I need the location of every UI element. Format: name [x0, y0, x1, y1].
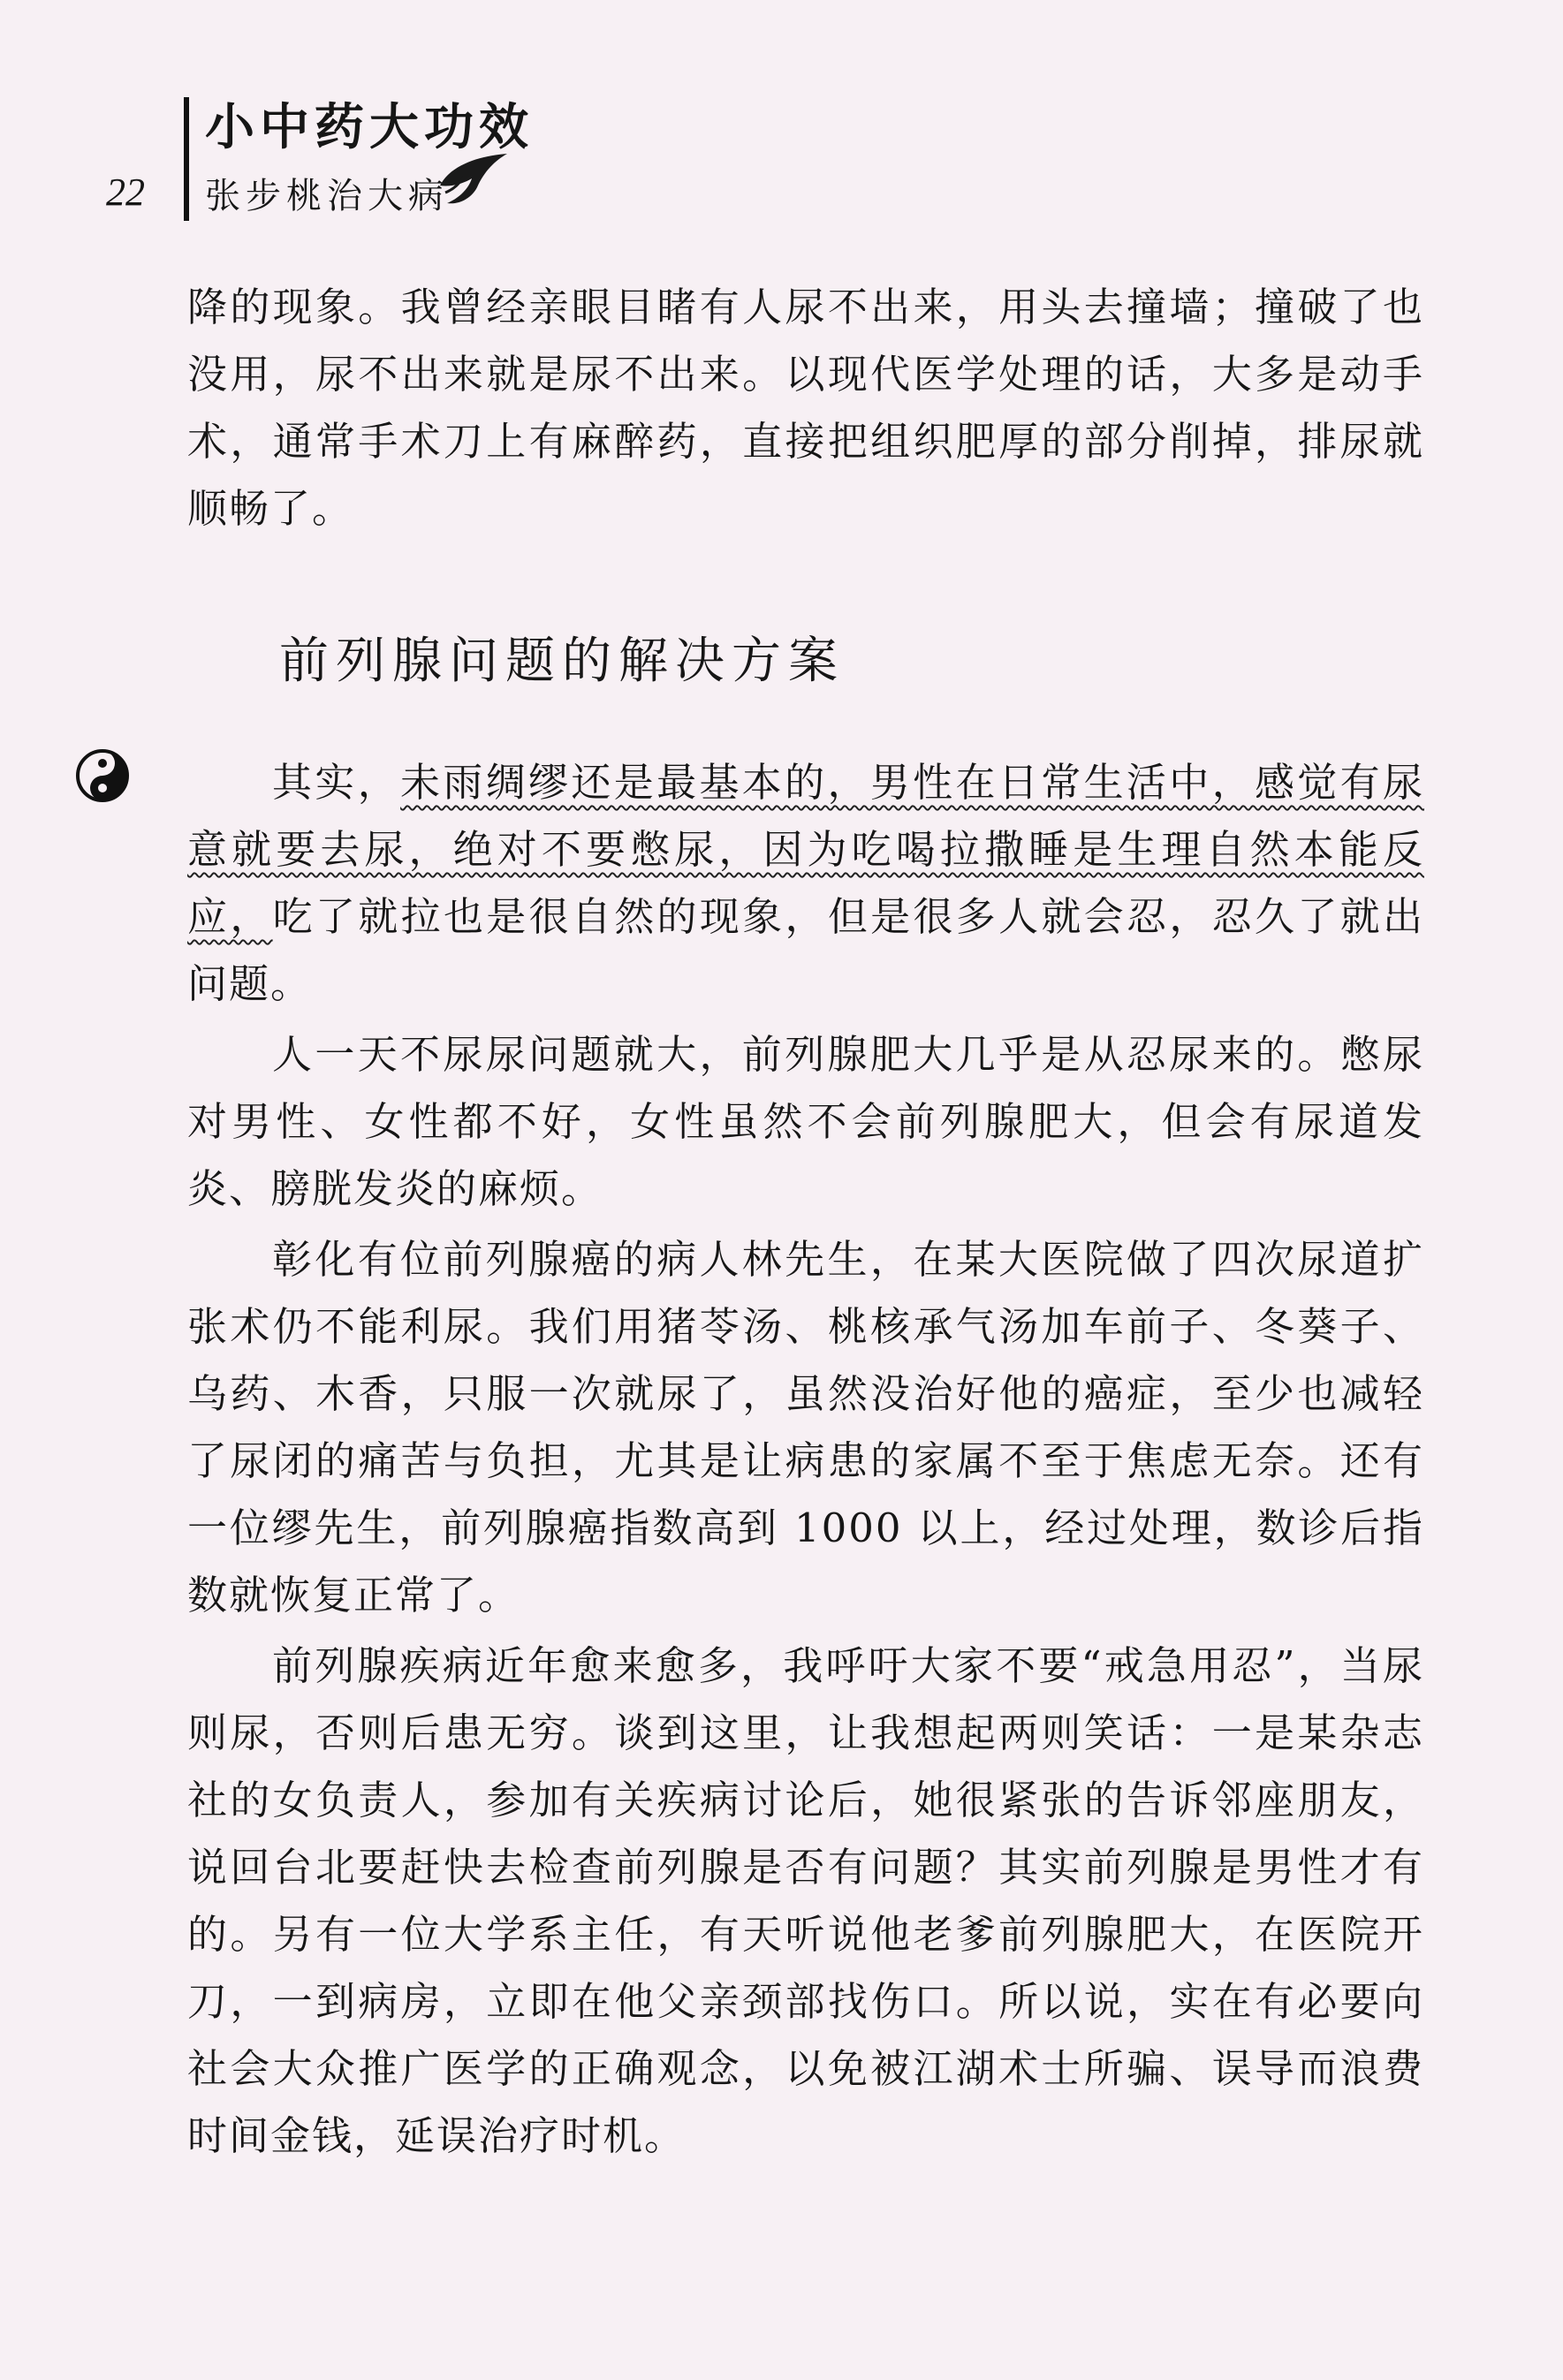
paragraph-3: 人一天不尿尿问题就大，前列腺肥大几乎是从忍尿来的。憋尿对男性、女性都不好，女性虽然不会前列腺肥大，但会有尿道发炎、膀胱发炎的麻烦。	[187, 1031, 1424, 1212]
yin-yang-icon	[74, 747, 131, 804]
book-title: 小中药大功效	[205, 99, 534, 156]
brush-stroke-icon	[433, 148, 512, 210]
page-header	[106, 88, 636, 221]
book-subtitle: 张步桃治大病	[205, 176, 449, 216]
paragraph-2	[187, 749, 1424, 1018]
page-body	[187, 274, 1424, 2170]
section-heading: 前列腺问题的解决方案	[279, 633, 845, 690]
paragraph-2-rest: 吃了就拉也是很自然的现象，但是很多人就会忍，忍久了就出问题。	[187, 893, 1424, 1007]
underlined-passage: 未雨绸缪还是最基本的，男性在日常生活中，感觉有尿意就要去尿，绝对不要憋尿，因为吃喝拉撒睡是生理自然本能反应，	[187, 759, 1424, 940]
paragraph-2-lead: 其实，	[272, 759, 401, 806]
page-number: 22	[106, 171, 145, 214]
paragraph-5: 前列腺疾病近年愈来愈多，我呼吁大家不要“戒急用忍”，当尿则尿，否则后患无穷。谈到这里，让我想起两则笑话：一是某杂志社的女负责人，参加有关疾病讨论后，她很紧张的告诉邻座朋友，说回台北要赶快去检查前列腺是否有问题？其实前列腺是男性才有的。另有一位大学系主任，有天听说他老爹前列腺肥大，在医院开刀，一到病房，立即在他父亲颈部找伤口。所以说，实在有必要向社会大众推广医学的正确观念，以免被江湖术士所骗、误导而浪费时间金钱，延误治疗时机。	[187, 1642, 1424, 2159]
paragraph-1: 降的现象。我曾经亲眼目睹有人尿不出来，用头去撞墙；撞破了也没用，尿不出来就是尿不出来。以现代医学处理的话，大多是动手术，通常手术刀上有麻醉药，直接把组织肥厚的部分削掉，排尿就顺畅了。	[187, 284, 1424, 532]
paragraph-4: 彰化有位前列腺癌的病人林先生，在某大医院做了四次尿道扩张术仍不能利尿。我们用猪苓汤、桃核承气汤加车前子、冬葵子、乌药、木香，只服一次就尿了，虽然没治好他的癌症，至少也减轻了尿闭的痛苦与负担，尤其是让病患的家属不至于焦虑无奈。还有一位缪先生，前列腺癌指数高到 1000 以上，经过处理，数诊后指数就恢复正常了。	[187, 1236, 1424, 1618]
header-divider	[184, 97, 189, 221]
